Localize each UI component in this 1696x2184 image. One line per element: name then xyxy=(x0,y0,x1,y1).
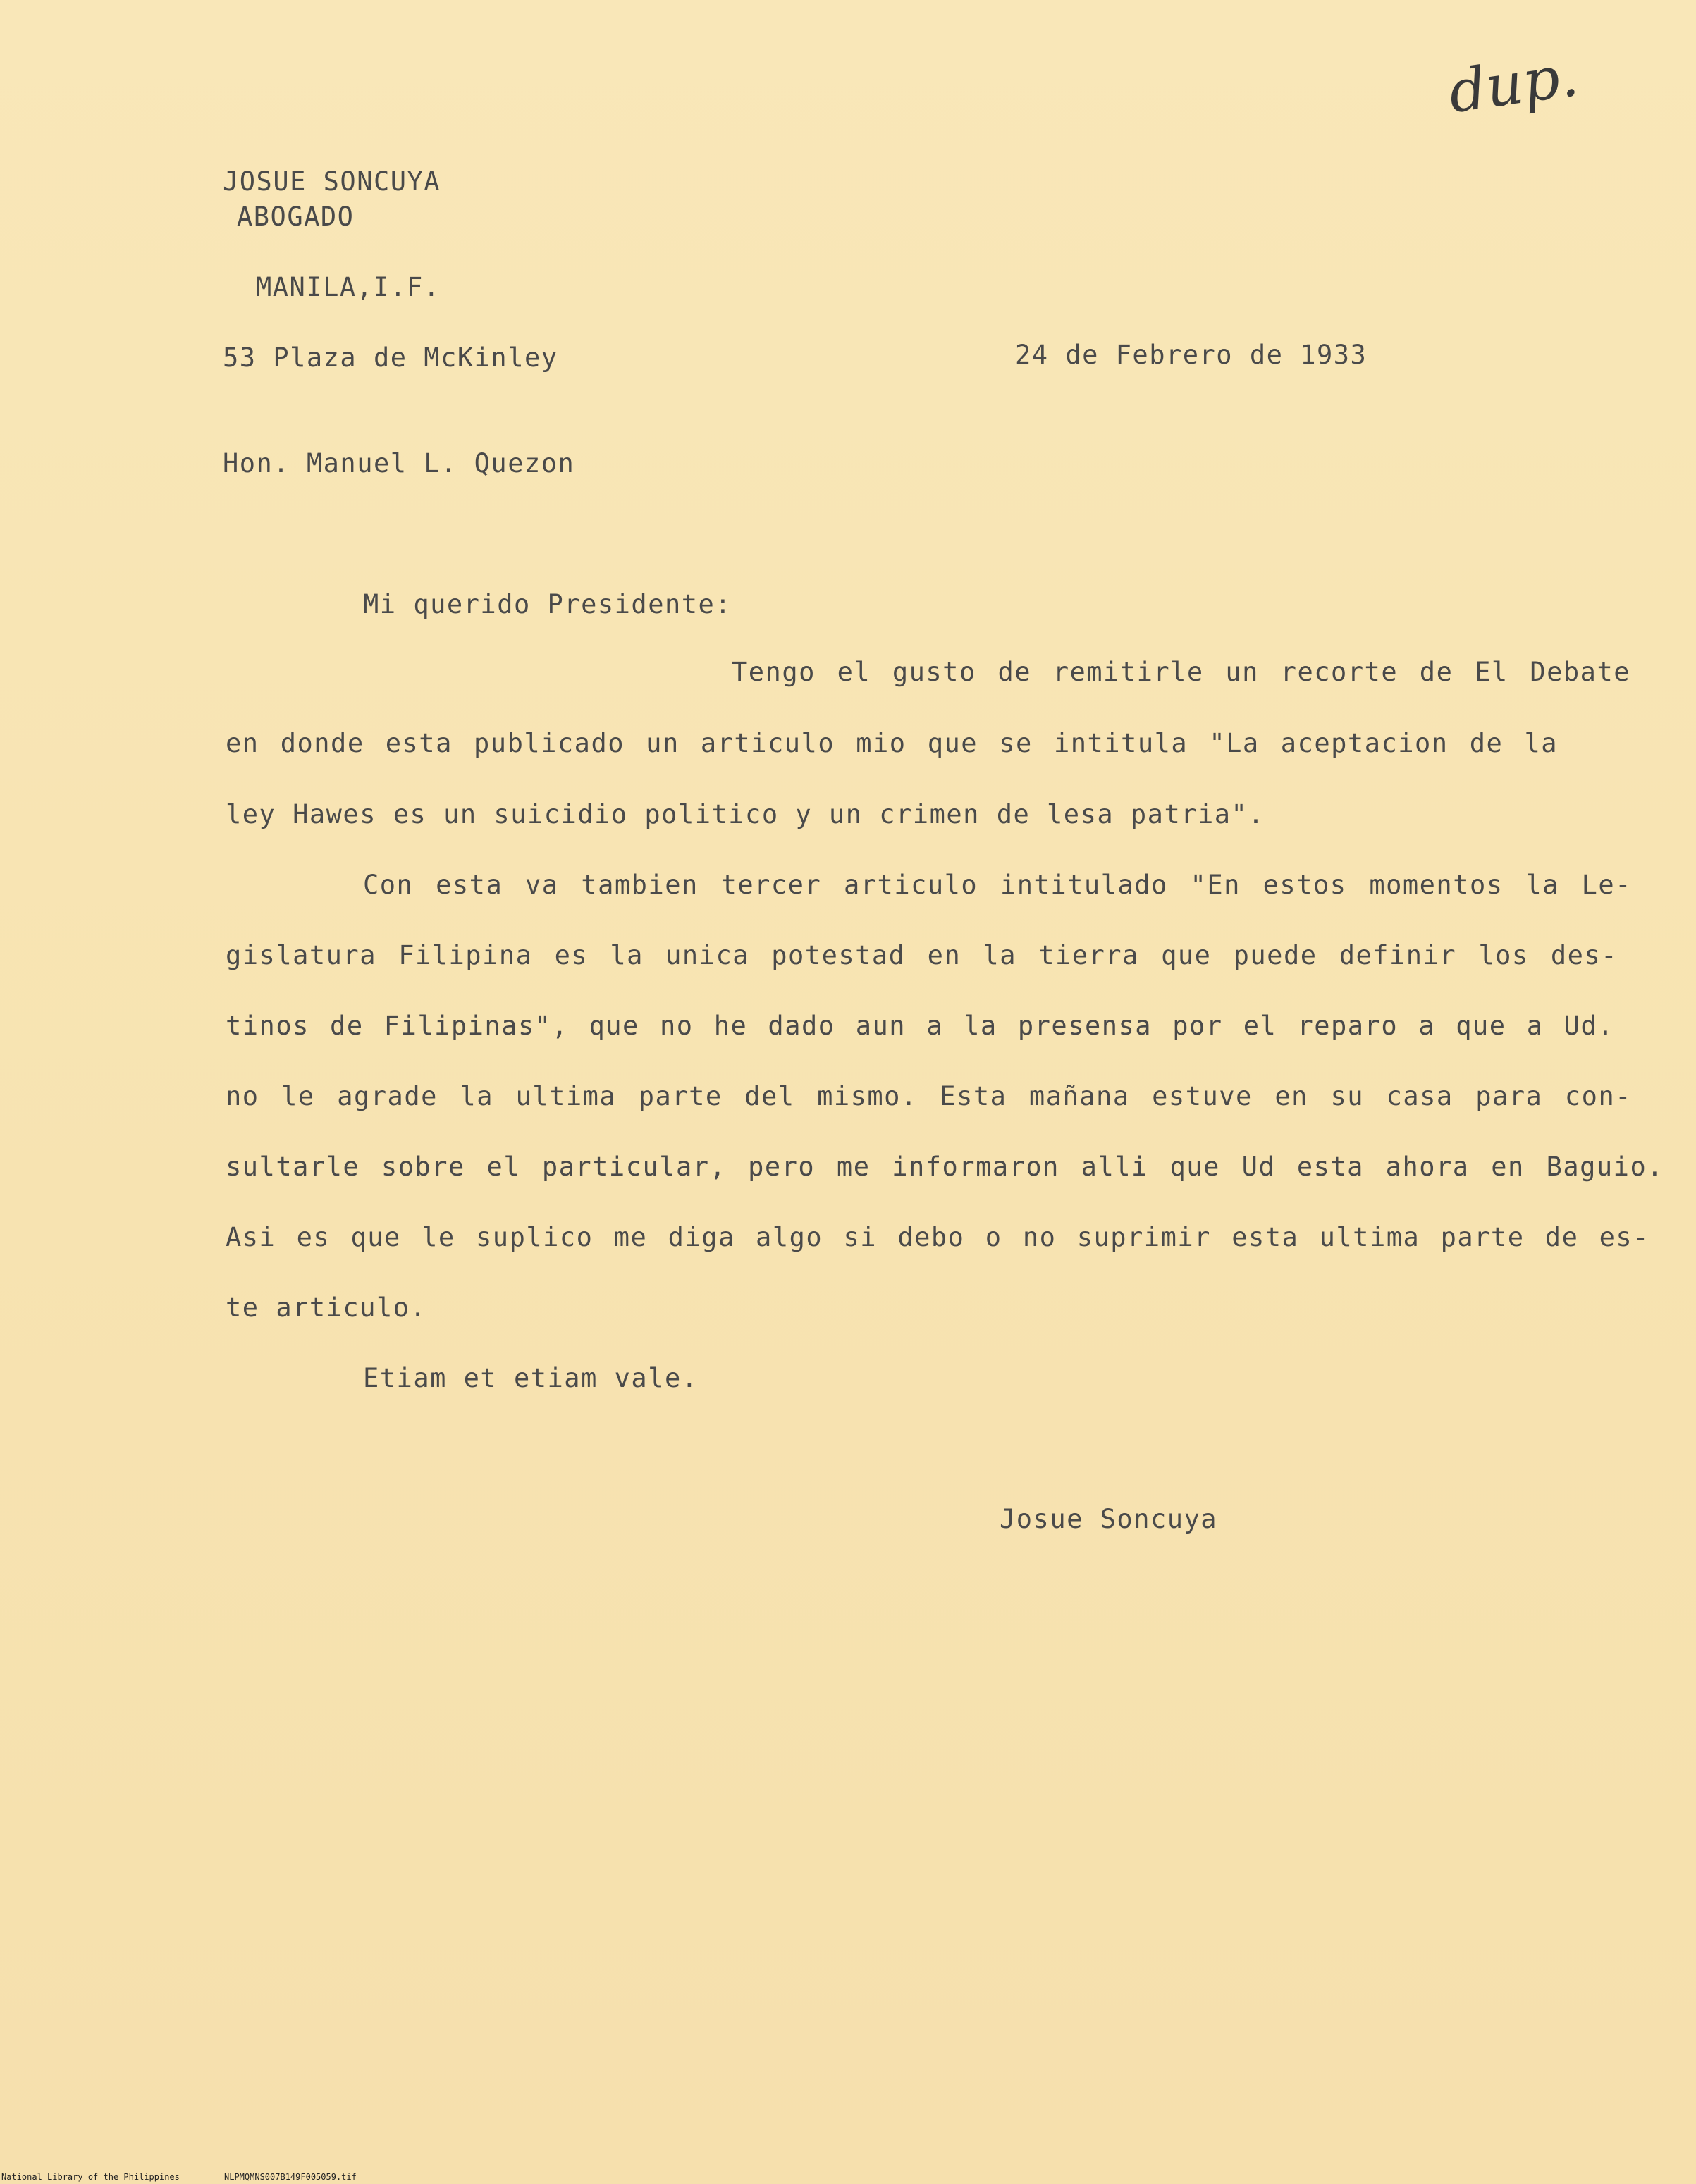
handwritten-note: dup. xyxy=(1444,42,1583,127)
footer-file-id: NLPMQMNS007B149F005059.tif xyxy=(224,2172,357,2182)
letterhead-address: 53 Plaza de McKinley xyxy=(223,343,558,373)
body-line: Asi es que le suplico me diga algo si debo o no suprimir esta ultima parte de es- xyxy=(226,1222,1649,1252)
closing: Etiam et etiam vale. xyxy=(363,1363,699,1393)
signature: Josue Soncuya xyxy=(1000,1504,1218,1534)
body-line: gislatura Filipina es la unica potestad en la tierra que puede definir los des- xyxy=(226,940,1618,970)
body-line: te articulo. xyxy=(226,1292,427,1323)
letter-date: 24 de Febrero de 1933 xyxy=(1015,340,1368,370)
salutation: Mi querido Presidente: xyxy=(363,589,732,619)
body-line: sultarle sobre el particular, pero me informaron alli que Ud esta ahora en Baguio. xyxy=(226,1152,1664,1182)
body-line: Con esta va tambien tercer articulo intitulado "En estos momentos la Le- xyxy=(363,870,1632,900)
body-line: ley Hawes es un suicidio politico y un crimen de lesa patria". xyxy=(226,799,1265,829)
letterhead-city: MANILA,I.F. xyxy=(256,272,441,302)
body-line: no le agrade la ultima parte del mismo. Esta mañana estuve en su casa para con- xyxy=(226,1081,1632,1111)
body-line: tinos de Filipinas", que no he dado aun a la presensa por el reparo a que a Ud. xyxy=(226,1011,1614,1041)
letterhead-name: JOSUE SONCUYA xyxy=(223,166,441,197)
letterhead-profession: ABOGADO xyxy=(237,202,355,232)
footer-institution: National Library of the Philippines xyxy=(1,2172,180,2182)
body-line: en donde esta publicado un articulo mio que se intitula "La aceptacion de la xyxy=(226,728,1558,758)
recipient: Hon. Manuel L. Quezon xyxy=(223,448,575,479)
body-line: Tengo el gusto de remitirle un recorte de El Debate xyxy=(732,657,1630,687)
